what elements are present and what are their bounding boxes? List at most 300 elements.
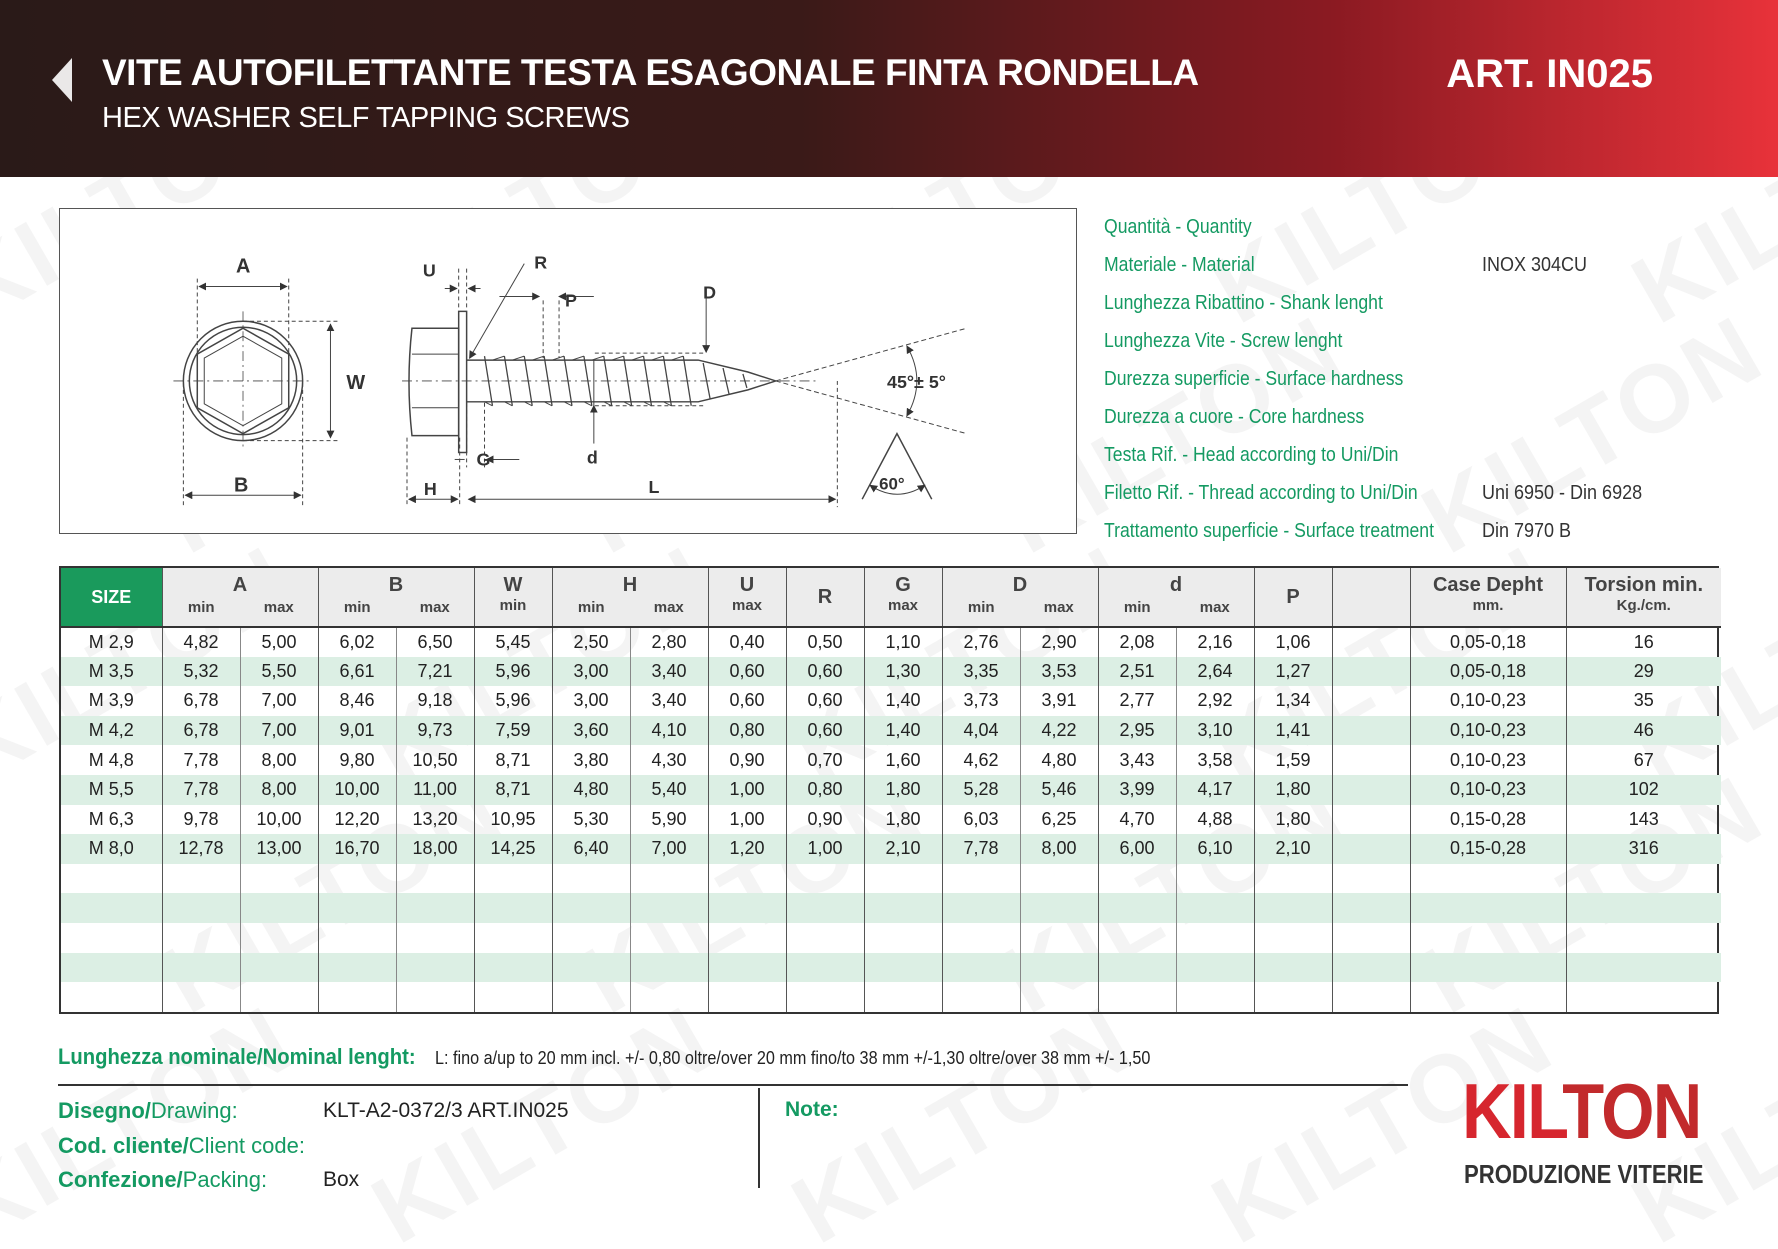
cell-d-max: 4,80 — [1041, 749, 1077, 770]
cell-torsion: 143 — [1628, 808, 1659, 829]
cell-a-max — [241, 982, 318, 1012]
cell-blank — [1332, 834, 1410, 864]
cell-h-max: 4,30 — [651, 749, 687, 770]
cell-d-max: 3,53 — [1041, 660, 1077, 681]
cell-small-d-min: 6,00 — [1099, 834, 1177, 864]
cell-b-min: 8,46 — [319, 686, 397, 716]
cell-a — [162, 864, 318, 894]
cell-w — [474, 864, 552, 894]
cell-h — [552, 716, 708, 746]
cell-blank — [1332, 893, 1410, 923]
cell-a-max: 8,00 — [261, 779, 297, 800]
svg-text:60°: 60° — [879, 474, 905, 494]
cell-small-d-max — [1177, 982, 1254, 1012]
cell-g: 1,40 — [864, 716, 942, 746]
cell-a-max — [241, 864, 318, 894]
cell-a — [162, 923, 318, 953]
cell-small-d — [1098, 923, 1254, 953]
drawing-label: Disegno/Drawing: — [58, 1098, 238, 1123]
cell-h-max — [631, 982, 708, 1012]
cell-p: 1,80 — [1254, 775, 1332, 805]
cell-small-d-min: 2,08 — [1099, 628, 1177, 657]
nominal-length-value: L: fino a/up to 20 mm incl. +/- 0,80 oltre/over 20 mm fino/to 38 mm +/-1,30 oltre/over 38 mm +/- 1,50 — [434, 1048, 1151, 1068]
cell-u: 1,00 — [708, 775, 786, 805]
cell-h — [552, 805, 708, 835]
spec-value: Din 7970 B — [1482, 519, 1572, 542]
cell-b-max: 9,18 — [417, 690, 453, 711]
cell-a — [162, 982, 318, 1012]
cell-b — [318, 953, 474, 983]
cell-size — [61, 893, 162, 923]
cell-small-d-min: 2,95 — [1099, 716, 1177, 746]
cell-torsion — [1566, 982, 1721, 1012]
cell-size: M 2,9 — [61, 627, 162, 657]
cell-a — [162, 657, 318, 687]
cell-small-d — [1098, 657, 1254, 687]
cell-u — [708, 893, 786, 923]
head-front-view — [173, 311, 312, 450]
cell-b — [318, 893, 474, 923]
cell-a-max: 10,00 — [256, 808, 302, 829]
cell-blank — [1332, 627, 1410, 657]
cell-b-max: 18,00 — [412, 838, 458, 859]
cell-d — [942, 923, 1098, 953]
cell-w — [474, 893, 552, 923]
cell-u — [708, 953, 786, 983]
logo-tagline: PRODUZIONE VITERIE — [1464, 1159, 1704, 1189]
cell-small-d-min — [1099, 982, 1177, 1012]
spec-row — [1104, 436, 1754, 474]
cell-size — [61, 864, 162, 894]
spec-label: Lunghezza Ribattino - Shank lenght — [1104, 291, 1383, 314]
cell-size: M 6,3 — [61, 805, 162, 835]
cell-p — [1254, 982, 1332, 1012]
cell-g — [864, 893, 942, 923]
cell-small-d — [1098, 982, 1254, 1012]
cell-case — [1410, 864, 1566, 894]
cell-h-max: 5,90 — [651, 808, 687, 829]
cell-a — [162, 745, 318, 775]
cell-case — [1410, 953, 1566, 983]
cell-u — [708, 982, 786, 1012]
table-row-empty — [61, 953, 1721, 983]
spec-row — [1104, 512, 1754, 550]
table-row — [61, 657, 1721, 687]
spec-list — [1104, 208, 1754, 550]
svg-text:D: D — [703, 282, 717, 303]
cell-a-max: 5,00 — [261, 631, 297, 652]
cell-w — [474, 953, 552, 983]
cell-h-max — [631, 893, 708, 923]
cell-small-d-max — [1177, 923, 1254, 953]
cell-a — [162, 893, 318, 923]
cell-torsion: 67 — [1633, 749, 1654, 770]
cell-small-d-min — [1099, 953, 1177, 983]
cell-b — [318, 775, 474, 805]
cell-a — [162, 686, 318, 716]
cell-b-max: 10,50 — [412, 749, 458, 770]
cell-w: 8,71 — [474, 775, 552, 805]
cell-a-min — [163, 893, 241, 923]
cell-torsion — [1566, 864, 1721, 894]
cell-small-d-max: 6,10 — [1197, 838, 1233, 859]
cell-r: 0,60 — [786, 657, 864, 687]
cell-a-max: 5,50 — [261, 660, 297, 681]
cell-case: 0,10-0,23 — [1410, 745, 1566, 775]
cell-g — [864, 982, 942, 1012]
svg-text:45°± 5°: 45°± 5° — [887, 371, 946, 392]
cell-p: 1,27 — [1254, 657, 1332, 687]
cell-size: M 4,2 — [61, 716, 162, 746]
cell-d-min: 7,78 — [943, 834, 1021, 864]
cell-d-min: 6,03 — [943, 805, 1021, 835]
cell-b — [318, 716, 474, 746]
cell-d — [942, 686, 1098, 716]
col-a-header: A min max — [162, 568, 318, 627]
cell-small-d-min: 3,99 — [1099, 775, 1177, 805]
cell-a-min — [163, 953, 241, 983]
cell-small-d — [1098, 745, 1254, 775]
cell-p — [1254, 864, 1332, 894]
table-row — [61, 686, 1721, 716]
note-label: Note: — [785, 1098, 839, 1121]
cell-d — [942, 893, 1098, 923]
cell-small-d — [1098, 953, 1254, 983]
cell-small-d-max: 2,16 — [1197, 631, 1233, 652]
cell-r: 0,80 — [786, 775, 864, 805]
cell-h — [552, 686, 708, 716]
cell-small-d-min: 3,43 — [1099, 745, 1177, 775]
cell-p — [1254, 953, 1332, 983]
cell-h-max: 4,10 — [651, 720, 687, 741]
cell-a-min: 12,78 — [163, 834, 241, 864]
cell-p: 1,59 — [1254, 745, 1332, 775]
cell-blank — [1332, 657, 1410, 687]
cell-a-max — [241, 953, 318, 983]
size-header: SIZE — [61, 568, 162, 627]
cell-a — [162, 834, 318, 864]
cell-b-min: 12,20 — [319, 805, 397, 835]
cell-torsion — [1566, 953, 1721, 983]
cell-h-min: 3,00 — [553, 657, 631, 687]
cell-d — [942, 627, 1098, 657]
cell-d-min: 4,04 — [943, 716, 1021, 746]
cell-b-min: 9,80 — [319, 745, 397, 775]
cell-g: 1,10 — [864, 627, 942, 657]
cell-a-min: 7,78 — [163, 745, 241, 775]
cell-torsion: 29 — [1566, 657, 1721, 687]
cell-small-d — [1098, 864, 1254, 894]
cell-blank — [1332, 805, 1410, 835]
col-d-header: D min max — [942, 568, 1098, 627]
cell-small-d-min — [1099, 923, 1177, 953]
cell-small-d-min — [1099, 893, 1177, 923]
col-blank-header — [1332, 568, 1410, 627]
cell-b — [318, 657, 474, 687]
cell-h-min: 3,80 — [553, 745, 631, 775]
cell-h-max: 2,80 — [651, 631, 687, 652]
cell-a-min: 6,78 — [163, 686, 241, 716]
cell-blank — [1332, 982, 1410, 1012]
cell-r — [786, 982, 864, 1012]
footer-vertical-divider — [758, 1088, 760, 1188]
cell-torsion: 35 — [1633, 690, 1654, 711]
cell-d — [942, 657, 1098, 687]
table-row — [61, 805, 1721, 835]
col-h-header: H min max — [552, 568, 708, 627]
cell-p: 1,41 — [1254, 716, 1332, 746]
svg-text:d: d — [586, 447, 598, 468]
svg-text:W: W — [346, 371, 366, 394]
cell-g — [864, 953, 942, 983]
cell-small-d-max — [1177, 864, 1254, 894]
cell-b — [318, 686, 474, 716]
cell-blank — [1332, 953, 1410, 983]
col-g-header: G max — [864, 568, 942, 627]
cell-case — [1410, 982, 1566, 1012]
dimension-table — [59, 566, 1719, 1014]
cell-w: 5,96 — [474, 686, 552, 716]
table-row — [61, 775, 1721, 805]
cell-a — [162, 805, 318, 835]
cell-p — [1254, 923, 1332, 953]
cell-small-d-max: 3,58 — [1197, 749, 1233, 770]
cell-u: 0,90 — [708, 745, 786, 775]
cell-case: 0,10-0,23 — [1410, 775, 1566, 805]
cell-d-max — [1021, 982, 1098, 1012]
spec-label: Testa Rif. - Head according to Uni/Din — [1104, 443, 1399, 466]
cell-h-max: 7,00 — [651, 838, 687, 859]
svg-text:P: P — [565, 290, 577, 311]
cell-g: 1,30 — [864, 657, 942, 687]
table-row-empty — [61, 923, 1721, 953]
cell-w: 7,59 — [474, 716, 552, 746]
cell-h-min — [553, 923, 631, 953]
cell-g: 1,40 — [864, 686, 942, 716]
col-p-header: P — [1254, 568, 1332, 627]
cell-h — [552, 923, 708, 953]
cell-size — [61, 953, 162, 983]
cell-blank — [1332, 716, 1410, 746]
svg-text:A: A — [236, 255, 251, 278]
cell-u: 0,60 — [708, 657, 786, 687]
cell-a-max: 7,00 — [261, 720, 297, 741]
cell-b-max — [397, 864, 474, 894]
spec-label: Materiale - Material — [1104, 253, 1255, 276]
cell-d — [942, 716, 1098, 746]
cell-case — [1410, 923, 1566, 953]
cell-a — [162, 716, 318, 746]
cell-h-min — [553, 953, 631, 983]
cell-b — [318, 982, 474, 1012]
cell-p: 1,80 — [1254, 805, 1332, 835]
cell-b-max: 13,20 — [412, 808, 458, 829]
cell-w: 5,45 — [474, 627, 552, 657]
cell-r — [786, 923, 864, 953]
table-row-empty — [61, 982, 1721, 1012]
cell-a-min: 7,78 — [163, 775, 241, 805]
cell-r — [786, 864, 864, 894]
cell-b-min — [319, 864, 397, 894]
col-r-header: R — [786, 568, 864, 627]
cell-b-min: 9,01 — [319, 716, 397, 746]
cell-b-min: 6,02 — [319, 628, 397, 657]
cell-size: M 5,5 — [61, 775, 162, 805]
cell-small-d-max: 2,64 — [1197, 660, 1233, 681]
cell-b-min — [319, 923, 397, 953]
cell-small-d-max: 2,92 — [1197, 690, 1233, 711]
svg-text:U: U — [422, 260, 436, 281]
cell-torsion: 16 — [1633, 631, 1654, 652]
cell-d-min — [943, 864, 1021, 894]
spec-value: Uni 6950 - Din 6928 — [1482, 481, 1643, 504]
cell-d-min — [943, 893, 1021, 923]
cell-b-max — [397, 893, 474, 923]
cell-b — [318, 627, 474, 657]
cell-a-max — [241, 923, 318, 953]
logo-wordmark: KILTON — [1462, 1067, 1701, 1155]
cell-a — [162, 775, 318, 805]
client-code-label: Cod. cliente/Client code: — [58, 1133, 305, 1158]
cell-d — [942, 745, 1098, 775]
svg-text:G: G — [476, 449, 491, 470]
cell-a-max: 13,00 — [256, 838, 302, 859]
table-row — [61, 716, 1721, 746]
cell-case: 0,15-0,28 — [1410, 834, 1566, 864]
spec-row — [1104, 284, 1754, 322]
cell-g: 2,10 — [864, 834, 942, 864]
cell-d — [942, 953, 1098, 983]
cell-h — [552, 627, 708, 657]
cell-u: 0,40 — [708, 627, 786, 657]
cell-case: 0,05-0,18 — [1410, 627, 1566, 657]
cell-small-d — [1098, 716, 1254, 746]
cell-w: 10,95 — [474, 805, 552, 835]
cell-torsion — [1566, 893, 1721, 923]
cell-d-min: 2,76 — [943, 628, 1021, 657]
cell-r: 0,90 — [786, 805, 864, 835]
cell-b-min — [319, 893, 397, 923]
cell-small-d-min — [1099, 864, 1177, 894]
cell-h — [552, 953, 708, 983]
nominal-length-label: Lunghezza nominale/Nominal lenght: — [58, 1044, 416, 1069]
cell-h-min: 3,60 — [553, 716, 631, 746]
cell-d — [942, 805, 1098, 835]
cell-d-max — [1021, 923, 1098, 953]
table-row — [61, 745, 1721, 775]
header-banner — [0, 0, 1778, 177]
cell-blank — [1332, 686, 1410, 716]
drawing-value: KLT-A2-0372/3 ART.IN025 — [323, 1099, 569, 1122]
cell-g — [864, 864, 942, 894]
screw-side-view — [402, 311, 817, 452]
cell-size: M 3,9 — [61, 686, 162, 716]
cell-d-max: 5,46 — [1041, 779, 1077, 800]
cell-h-max — [631, 923, 708, 953]
cell-small-d-max: 4,88 — [1197, 808, 1233, 829]
cell-b-max: 9,73 — [417, 720, 453, 741]
cell-size: M 8,0 — [61, 834, 162, 864]
col-case-header: Case Depht mm. — [1410, 568, 1566, 627]
cell-r: 0,60 — [786, 686, 864, 716]
col-small-d-header: d min max — [1098, 568, 1254, 627]
spec-label: Quantità - Quantity — [1104, 215, 1252, 238]
cell-b-max: 6,50 — [417, 631, 453, 652]
cell-case — [1410, 893, 1566, 923]
cell-small-d-max: 3,10 — [1197, 720, 1233, 741]
cell-small-d — [1098, 775, 1254, 805]
cell-d — [942, 982, 1098, 1012]
svg-text:L: L — [648, 477, 660, 498]
cell-h-min: 3,00 — [553, 686, 631, 716]
footer-divider — [58, 1084, 1408, 1086]
cell-size: M 3,5 — [61, 657, 162, 687]
cell-blank — [1332, 745, 1410, 775]
cell-h-min: 2,50 — [553, 628, 631, 657]
cell-p: 1,06 — [1254, 627, 1332, 657]
cell-d-max — [1021, 864, 1098, 894]
cell-h-min: 6,40 — [553, 834, 631, 864]
cell-a-max — [241, 893, 318, 923]
cell-h — [552, 893, 708, 923]
cell-a — [162, 953, 318, 983]
cell-b — [318, 805, 474, 835]
spec-label: Filetto Rif. - Thread according to Uni/Din — [1104, 481, 1418, 504]
cell-d — [942, 775, 1098, 805]
cell-w — [474, 982, 552, 1012]
cell-torsion — [1566, 923, 1721, 953]
cell-h — [552, 775, 708, 805]
cell-b — [318, 745, 474, 775]
cell-r: 0,60 — [786, 716, 864, 746]
cell-h-min — [553, 982, 631, 1012]
cell-w: 8,71 — [474, 745, 552, 775]
cell-g: 1,60 — [864, 745, 942, 775]
cell-b — [318, 864, 474, 894]
cell-small-d — [1098, 686, 1254, 716]
spec-row — [1104, 322, 1754, 360]
cell-case: 0,05-0,18 — [1410, 657, 1566, 687]
back-arrow-icon — [52, 58, 72, 102]
cell-h-max — [631, 953, 708, 983]
cell-d-max: 2,90 — [1041, 631, 1077, 652]
cell-d-min — [943, 982, 1021, 1012]
col-b-header: B min max — [318, 568, 474, 627]
table-row-empty — [61, 864, 1721, 894]
cell-d-min: 3,73 — [943, 686, 1021, 716]
spec-row — [1104, 474, 1754, 512]
cell-blank — [1332, 775, 1410, 805]
cell-u — [708, 923, 786, 953]
cell-d-max: 3,91 — [1041, 690, 1077, 711]
cell-r: 1,00 — [786, 834, 864, 864]
cell-torsion: 316 — [1566, 834, 1721, 864]
table-row-empty — [61, 893, 1721, 923]
cell-b-min — [319, 982, 397, 1012]
svg-text:B: B — [234, 474, 249, 497]
spec-label: Lunghezza Vite - Screw lenght — [1104, 329, 1343, 352]
spec-value: INOX 304CU — [1482, 253, 1588, 276]
cell-d-min — [943, 923, 1021, 953]
cell-h — [552, 834, 708, 864]
article-code: ART. IN025 — [1446, 52, 1653, 96]
cell-p — [1254, 893, 1332, 923]
packing-label: Confezione/Packing: — [58, 1167, 268, 1192]
packing-value: Box — [323, 1168, 360, 1191]
cell-h — [552, 982, 708, 1012]
cell-small-d — [1098, 805, 1254, 835]
col-u-header: U max — [708, 568, 786, 627]
